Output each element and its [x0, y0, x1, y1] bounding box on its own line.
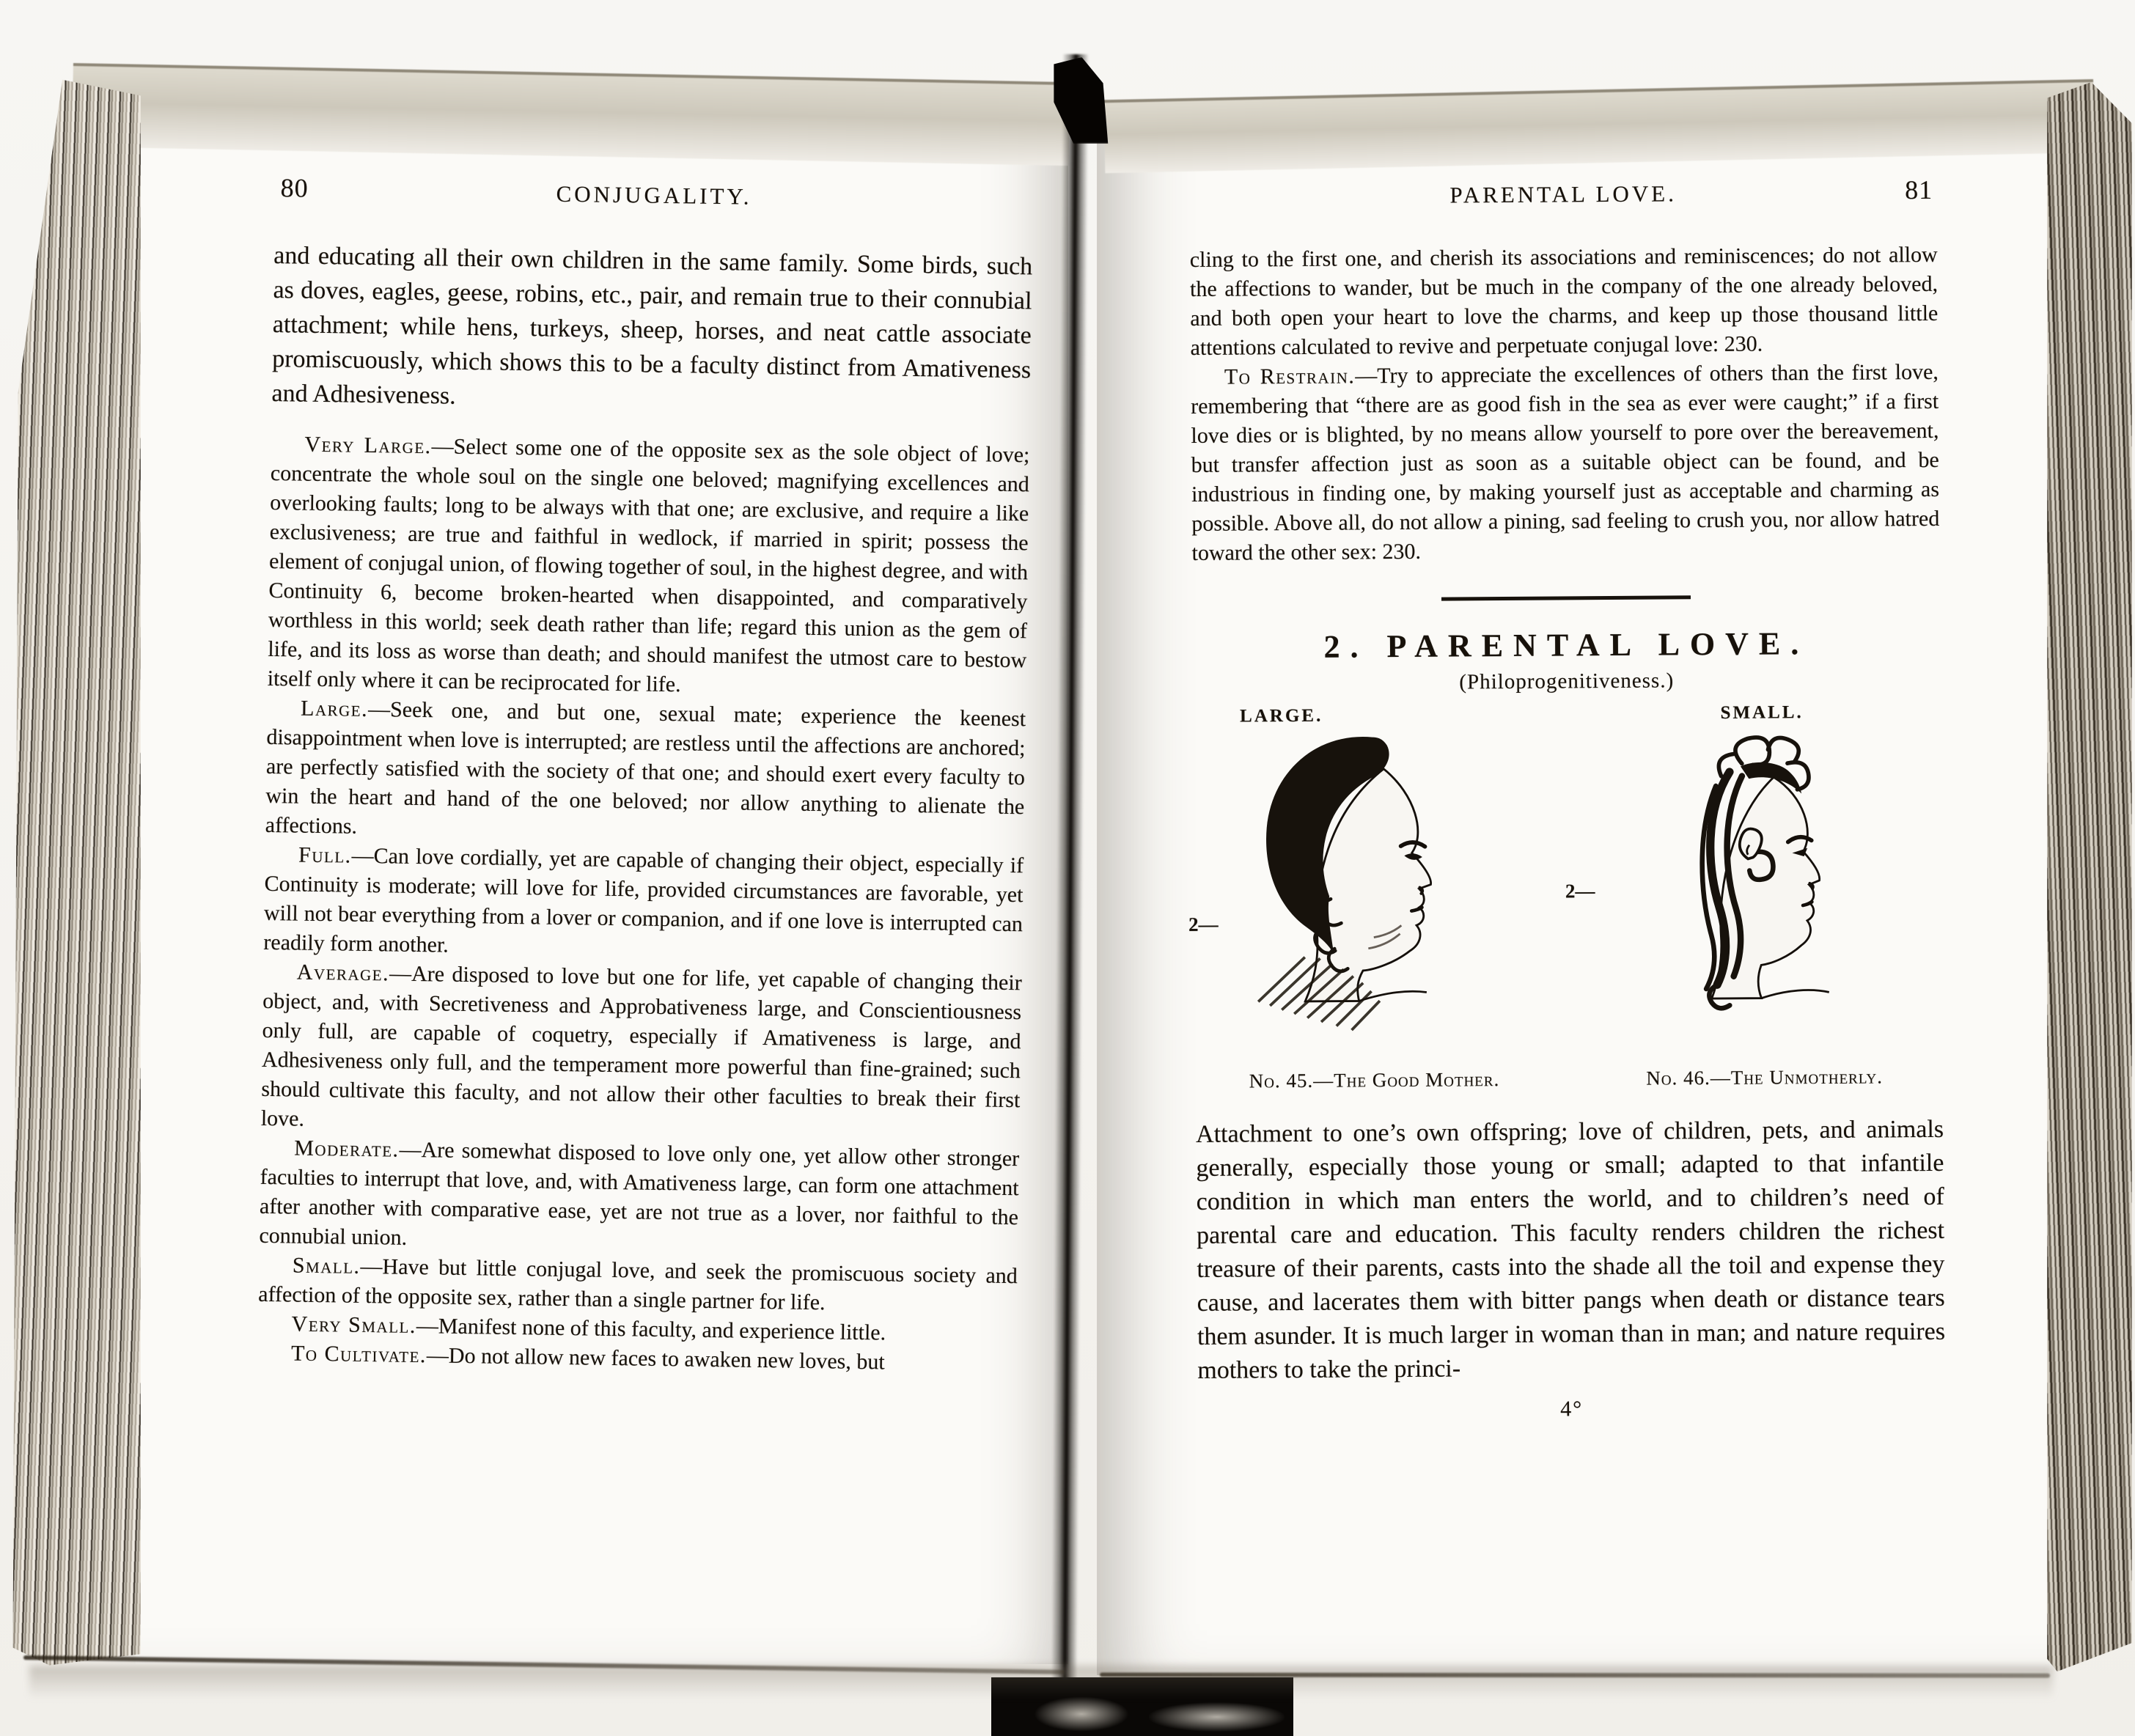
right-page-content-layer	[1097, 106, 2051, 1675]
figure-caption: No. 45.—The Good Mother.	[1249, 1068, 1500, 1092]
paragraph-text: cling to the first one, and cherish its associations and reminiscences; do not allow the affections to wander, but be much in the company of the one already beloved, and both open your heart to love the charms, and keep up those thousand little attentions calculated to revive and perpetuate conjugal love: 230.	[1189, 242, 1939, 360]
paragraph-lead: Full.	[298, 842, 352, 868]
paragraph-lead: Small.	[292, 1253, 361, 1279]
right-page-header	[1189, 174, 1937, 224]
left-page-content	[257, 172, 1034, 1379]
organ-marker-2: 2—	[1188, 913, 1219, 936]
left-page-content-layer	[136, 103, 1068, 1664]
right-fore-edge	[2047, 82, 2132, 1671]
paragraph-text: —Do not allow new faces to awaken new loves, but	[426, 1343, 885, 1375]
paragraph-lead: Moderate.	[294, 1136, 400, 1162]
left-page-header	[274, 172, 1034, 227]
section-subheading: (Philoprogenitiveness.)	[1459, 669, 1675, 694]
paragraph-text: —Seek one, and but one, sexual mate; experience the keenest disappointment when love is interrupted; are restless until the affections are anchored; are perfectly satisfied with the society of that one; and should exert every faculty to win the heart and hand of the one beloved; nor allow anything to alienate the affections.	[265, 696, 1026, 839]
paragraph-text: —Select some one of the opposite sex as the sole object of love; concentrate the whole soul on the single one beloved; magnifying excellences and overlooking faults; long to be always with that one; are exclusive, and require a like exclusiveness; are true and faithful in wedlock, if married in spirit; possess the element of conjugal union, of flowing together of soul, in the highest degree, and with Continuity 6, become broken-hearted when disappointed, and comparatively worthless in this world; seek death rather than life; regard this union as the gem of life, and its loss as worse than death; and should manifest the utmost care to bestow itself only where it can be reciprocated for life.	[267, 434, 1030, 697]
paragraph-text: and educating all their own children in the same family. Some birds, such as doves, eagles, geese, robins, etc., pair, and remain true to their connubial attachment; while hens, turkeys, sheep, horses, and neat cattle associate promiscuously, which shows this to be a faculty distinct from Amativeness and Adhesiveness.	[271, 241, 1033, 410]
paragraph-text: —Have but little conjugal love, and seek the promiscuous society and affection of the opposite sex, rather than a single partner for life.	[258, 1254, 1018, 1315]
organ-marker-2: 2—	[1565, 880, 1595, 902]
paragraph	[261, 957, 1022, 1144]
paragraph-text: —Can love cordially, yet are capable of changing their object, especially if Continuity is moderate; will love for life, provided circumstances are favorable, yet will not bear everything from a lover or companion, and if one love is interrupted can readily form another.	[263, 843, 1024, 957]
right-page-content	[1189, 174, 1946, 1424]
paragraph-lead: Very Small.	[291, 1312, 417, 1339]
figure-caption: No. 46.—The Unmotherly.	[1646, 1065, 1884, 1089]
paragraph	[258, 1251, 1018, 1320]
paragraph-lead: Large.	[300, 696, 369, 721]
paragraph	[1190, 240, 1939, 363]
paragraph	[259, 1133, 1019, 1262]
good-mother-engraving	[1238, 728, 1509, 1062]
paragraph	[1191, 358, 1940, 568]
figure-size-label-large: LARGE.	[1240, 705, 1323, 727]
paragraph-lead: To Restrain.	[1224, 364, 1356, 389]
page-number-left: 80	[280, 173, 309, 203]
paragraph	[265, 694, 1026, 851]
paragraph-text: —Manifest none of this faculty, and experience little.	[416, 1314, 886, 1345]
paragraph	[267, 430, 1029, 705]
paragraph-text: —Try to appreciate the excellences of others than the first love, remembering that “there are as good fish in the sea as ever were caught;” if a first love dies or is blighted, by no means allow yourself to pore over the bereavement, but transfer affection just as soon as a suitable object can be found, and be industrious in finding one, by making yourself just as acceptable and charming as possible. Above all, do not allow a pining, sad feeling to crush you, nor allow hatred toward the other sex: 230.	[1191, 359, 1940, 565]
paragraph-text: —Are somewhat disposed to love only one, yet allow other stronger faculties to interrupt that love, and, with Amativeness large, can form one attachment after another with comparative ease, yet are not true as a lover, nor faithful to the connubial union.	[259, 1137, 1020, 1250]
signature-mark: 4°	[1560, 1397, 1584, 1421]
paragraph	[263, 840, 1024, 968]
unmotherly-engraving	[1638, 725, 1889, 1058]
running-head-left: CONJUGALITY.	[556, 180, 752, 210]
paragraph-lead: Average.	[296, 960, 390, 986]
section-body-paragraph: Attachment to one’s own offspring; love of children, pets, and animals generally, especially those young or small; adapted to that infantile condition in which man enters the world, and to children’s need of parental care and education. This faculty renders children the richest treasure of their parents, casts into the shade all the toil and expense they cause, and lacerates them with bitter pangs when death or distance tears them asunder. It is much larger in woman than in man; and nature requires mothers to take the princi-	[1195, 1115, 1946, 1384]
running-head-right: PARENTAL LOVE.	[1449, 180, 1677, 208]
good-mother-figure	[1188, 705, 1548, 1093]
section-heading: 2. PARENTAL LOVE.	[1323, 625, 1809, 665]
left-fore-edge	[10, 73, 141, 1670]
figure-size-label-small: SMALL.	[1720, 702, 1804, 723]
section-divider-rule	[1441, 595, 1691, 600]
unmotherly-figure	[1565, 702, 1938, 1090]
paragraph-lead: Very Large.	[304, 432, 432, 459]
paragraph-lead: To Cultivate.	[290, 1341, 427, 1368]
figures-row	[1188, 702, 1944, 1093]
page-number-right: 81	[1904, 174, 1933, 205]
paragraph	[271, 238, 1032, 422]
paragraph-text: —Are disposed to love but one for life, yet capable of changing their object, and, with Secretiveness and Approbativeness large, and Conscientiousness only full, are capable of coquetry, especially if Amativeness is large, and Adhesiveness only full, and the temperament more powerful than fine-grained; such should cultivate this faculty, and not allow their other faculties to break their first love.	[260, 961, 1022, 1131]
